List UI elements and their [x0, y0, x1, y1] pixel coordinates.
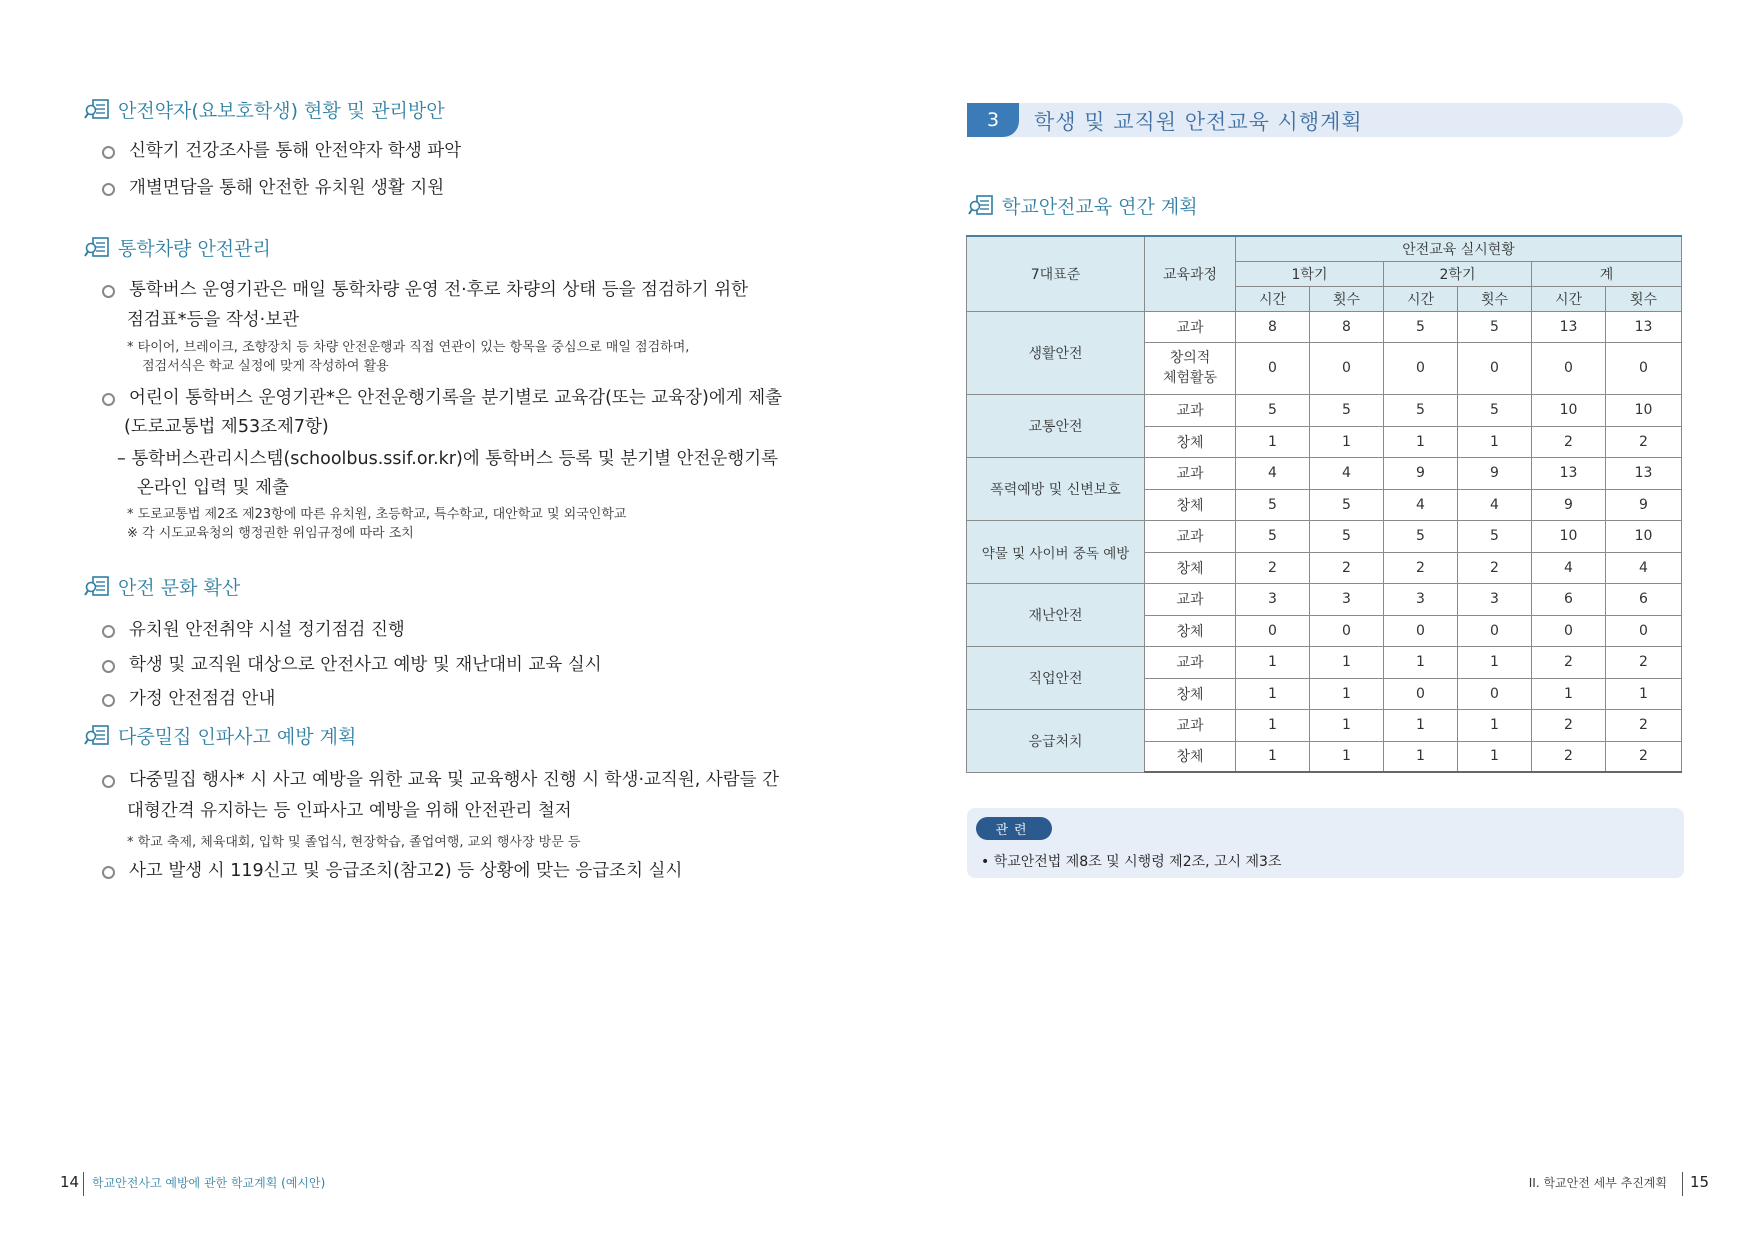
value-cell: 2	[1606, 709, 1682, 741]
section-heading	[84, 720, 356, 750]
value-cell: 5	[1458, 520, 1532, 552]
value-cell: 3	[1236, 583, 1310, 615]
value-cell: 4	[1310, 457, 1384, 489]
table-row	[967, 709, 1682, 741]
page-number-right: 15	[1690, 1173, 1710, 1191]
header-time: 시간	[1236, 286, 1310, 311]
header-sem2: 2학기	[1384, 261, 1532, 286]
related-law-box	[967, 808, 1684, 878]
value-cell: 5	[1236, 394, 1310, 426]
value-cell: 1	[1532, 678, 1606, 709]
value-cell: 3	[1310, 583, 1384, 615]
header-count: 횟수	[1606, 286, 1682, 311]
value-cell: 5	[1458, 311, 1532, 342]
course-cell: 교과	[1145, 457, 1236, 489]
header-total: 계	[1532, 261, 1682, 286]
value-cell: 4	[1458, 489, 1532, 520]
footnote: * 도로교통법 제2조 제23항에 따른 유치원, 초등학교, 특수학교, 대안학교 및 외국인학교	[127, 507, 627, 522]
footnote: * 타이어, 브레이크, 조향장치 등 차량 안전운행과 직접 연관이 있는 항목을 중심으로 매일 점검하며,	[127, 340, 690, 355]
list-item-continuation: 점검표*등을 작성·보관	[127, 310, 300, 330]
value-cell: 5	[1236, 489, 1310, 520]
header-time: 시간	[1532, 286, 1606, 311]
value-cell: 0	[1606, 342, 1682, 394]
document-search-icon	[968, 194, 994, 216]
value-cell: 13	[1606, 457, 1682, 489]
course-cell: 창의적 체험활동	[1145, 342, 1236, 394]
value-cell: 0	[1458, 342, 1532, 394]
value-cell: 1	[1606, 678, 1682, 709]
value-cell: 5	[1310, 520, 1384, 552]
value-cell: 2	[1310, 552, 1384, 583]
header-course: 교육과정	[1145, 236, 1236, 311]
header-count: 횟수	[1458, 286, 1532, 311]
section-heading	[84, 232, 271, 262]
value-cell: 2	[1384, 552, 1458, 583]
category-cell: 폭력예방 및 신변보호	[967, 457, 1145, 520]
value-cell: 0	[1384, 678, 1458, 709]
course-cell: 창체	[1145, 552, 1236, 583]
document-search-icon	[84, 98, 110, 120]
value-cell: 1	[1458, 646, 1532, 678]
value-cell: 6	[1532, 583, 1606, 615]
category-cell: 생활안전	[967, 311, 1145, 394]
value-cell: 9	[1606, 489, 1682, 520]
value-cell: 13	[1532, 457, 1606, 489]
list-item: 통학버스 운영기관은 매일 통학차량 운영 전·후로 차량의 상태 등을 점검하기 위한	[102, 276, 748, 305]
list-item-continuation: 대형간격 유지하는 등 인파사고 예방을 위해 안전관리 철저	[127, 801, 572, 821]
dash-item-continuation: 온라인 입력 및 제출	[137, 478, 289, 498]
section-title: 학교안전교육 연간 계획	[1002, 195, 1198, 218]
value-cell: 10	[1532, 520, 1606, 552]
section-title: 안전약자(요보호학생) 현황 및 관리방안	[118, 99, 445, 122]
table-row	[967, 520, 1682, 552]
value-cell: 0	[1310, 342, 1384, 394]
section-heading	[84, 94, 445, 124]
value-cell: 2	[1532, 741, 1606, 772]
course-cell: 교과	[1145, 394, 1236, 426]
category-cell: 재난안전	[967, 583, 1145, 646]
value-cell: 5	[1310, 489, 1384, 520]
category-cell: 응급처치	[967, 709, 1145, 772]
value-cell: 13	[1532, 311, 1606, 342]
list-item: 유치원 안전취약 시설 정기점검 진행	[102, 616, 405, 645]
value-cell: 1	[1236, 678, 1310, 709]
value-cell: 3	[1458, 583, 1532, 615]
table-row	[967, 583, 1682, 615]
section-banner-title: 학생 및 교직원 안전교육 시행계획	[1034, 110, 1363, 134]
list-item: 사고 발생 시 119신고 및 응급조치(참고2) 등 상황에 맞는 응급조치 실시	[102, 857, 682, 886]
value-cell: 3	[1384, 583, 1458, 615]
value-cell: 0	[1532, 342, 1606, 394]
table-row	[967, 457, 1682, 489]
header-count: 횟수	[1310, 286, 1384, 311]
list-item: 다중밀집 행사* 시 사고 예방을 위한 교육 및 교육행사 진행 시 학생·교직원, 사람들 간	[102, 766, 779, 795]
section-title: 통학차량 안전관리	[118, 237, 271, 260]
value-cell: 0	[1458, 678, 1532, 709]
value-cell: 2	[1236, 552, 1310, 583]
footer-title-left: 학교안전사고 예방에 관한 학교계획 (예시안)	[92, 1176, 326, 1190]
value-cell: 5	[1310, 394, 1384, 426]
value-cell: 1	[1310, 426, 1384, 457]
value-cell: 2	[1532, 709, 1606, 741]
course-cell: 교과	[1145, 520, 1236, 552]
table-row	[967, 311, 1682, 342]
course-cell: 창체	[1145, 678, 1236, 709]
value-cell: 4	[1236, 457, 1310, 489]
table-row	[967, 646, 1682, 678]
value-cell: 1	[1458, 741, 1532, 772]
value-cell: 1	[1310, 678, 1384, 709]
value-cell: 1	[1310, 709, 1384, 741]
related-text: • 학교안전법 제8조 및 시행령 제2조, 고시 제3조	[981, 854, 1282, 870]
list-item: 개별면담을 통해 안전한 유치원 생활 지원	[102, 174, 444, 203]
value-cell: 9	[1532, 489, 1606, 520]
value-cell: 10	[1532, 394, 1606, 426]
list-item: 가정 안전점검 안내	[102, 685, 275, 714]
value-cell: 1	[1384, 426, 1458, 457]
value-cell: 0	[1384, 342, 1458, 394]
footnote: 점검서식은 학교 실정에 맞게 작성하여 활용	[142, 359, 389, 374]
table-row	[967, 394, 1682, 426]
value-cell: 9	[1458, 457, 1532, 489]
value-cell: 9	[1384, 457, 1458, 489]
course-cell: 창체	[1145, 615, 1236, 646]
document-search-icon	[84, 724, 110, 746]
course-cell: 창체	[1145, 489, 1236, 520]
value-cell: 10	[1606, 520, 1682, 552]
document-search-icon	[84, 575, 110, 597]
value-cell: 0	[1310, 615, 1384, 646]
value-cell: 4	[1532, 552, 1606, 583]
value-cell: 2	[1532, 426, 1606, 457]
document-search-icon	[84, 236, 110, 258]
value-cell: 1	[1236, 709, 1310, 741]
value-cell: 2	[1606, 646, 1682, 678]
list-item: 어린이 통학버스 운영기관*은 안전운행기록을 분기별로 교육감(또는 교육장)에게 제출	[102, 384, 782, 413]
value-cell: 0	[1384, 615, 1458, 646]
section-title: 다중밀집 인파사고 예방 계획	[118, 725, 357, 748]
value-cell: 8	[1236, 311, 1310, 342]
course-cell: 창체	[1145, 741, 1236, 772]
value-cell: 5	[1458, 394, 1532, 426]
section-number: 3	[967, 103, 1019, 137]
value-cell: 5	[1384, 394, 1458, 426]
list-item: 신학기 건강조사를 통해 안전약자 학생 파악	[102, 137, 461, 166]
course-cell: 교과	[1145, 709, 1236, 741]
list-item-continuation: (도로교통법 제53조제7항)	[124, 417, 329, 437]
course-cell: 교과	[1145, 583, 1236, 615]
section-heading	[968, 190, 1198, 220]
value-cell: 1	[1236, 426, 1310, 457]
page-number-left: 14	[60, 1173, 80, 1191]
section-heading	[84, 571, 240, 601]
value-cell: 0	[1606, 615, 1682, 646]
category-cell: 직업안전	[967, 646, 1145, 709]
related-badge: 관련	[976, 817, 1052, 840]
category-cell: 교통안전	[967, 394, 1145, 457]
course-cell: 창체	[1145, 426, 1236, 457]
value-cell: 1	[1310, 646, 1384, 678]
value-cell: 6	[1606, 583, 1682, 615]
value-cell: 1	[1236, 646, 1310, 678]
list-item: 학생 및 교직원 대상으로 안전사고 예방 및 재난대비 교육 실시	[102, 651, 602, 680]
header-time: 시간	[1384, 286, 1458, 311]
header-status: 안전교육 실시현황	[1236, 236, 1682, 261]
value-cell: 0	[1458, 615, 1532, 646]
value-cell: 1	[1236, 741, 1310, 772]
footnote: ※ 각 시도교육청의 행정권한 위임규정에 따라 조치	[127, 526, 414, 541]
course-cell: 교과	[1145, 311, 1236, 342]
value-cell: 2	[1458, 552, 1532, 583]
value-cell: 13	[1606, 311, 1682, 342]
value-cell: 2	[1606, 741, 1682, 772]
value-cell: 2	[1606, 426, 1682, 457]
category-cell: 약물 및 사이버 중독 예방	[967, 520, 1145, 583]
value-cell: 0	[1236, 615, 1310, 646]
value-cell: 0	[1236, 342, 1310, 394]
value-cell: 1	[1384, 741, 1458, 772]
safety-education-table	[966, 235, 1682, 773]
value-cell: 1	[1458, 709, 1532, 741]
section-title: 안전 문화 확산	[118, 576, 241, 599]
header-standard: 7대표준	[967, 236, 1145, 311]
value-cell: 2	[1532, 646, 1606, 678]
course-cell: 교과	[1145, 646, 1236, 678]
value-cell: 10	[1606, 394, 1682, 426]
value-cell: 1	[1384, 709, 1458, 741]
section-banner	[967, 103, 1683, 137]
value-cell: 5	[1384, 520, 1458, 552]
dash-item: – 통학버스관리시스템(schoolbus.ssif.or.kr)에 통학버스 등록 및 분기별 안전운행기록	[117, 449, 779, 469]
value-cell: 4	[1384, 489, 1458, 520]
value-cell: 1	[1384, 646, 1458, 678]
value-cell: 5	[1236, 520, 1310, 552]
value-cell: 5	[1384, 311, 1458, 342]
value-cell: 1	[1310, 741, 1384, 772]
value-cell: 1	[1458, 426, 1532, 457]
value-cell: 0	[1532, 615, 1606, 646]
footer-title-right: II. 학교안전 세부 추진계획	[1528, 1176, 1667, 1190]
footnote: * 학교 축제, 체육대회, 입학 및 졸업식, 현장학습, 졸업여행, 교외 행사장 방문 등	[127, 835, 581, 850]
header-sem1: 1학기	[1236, 261, 1384, 286]
value-cell: 4	[1606, 552, 1682, 583]
value-cell: 8	[1310, 311, 1384, 342]
